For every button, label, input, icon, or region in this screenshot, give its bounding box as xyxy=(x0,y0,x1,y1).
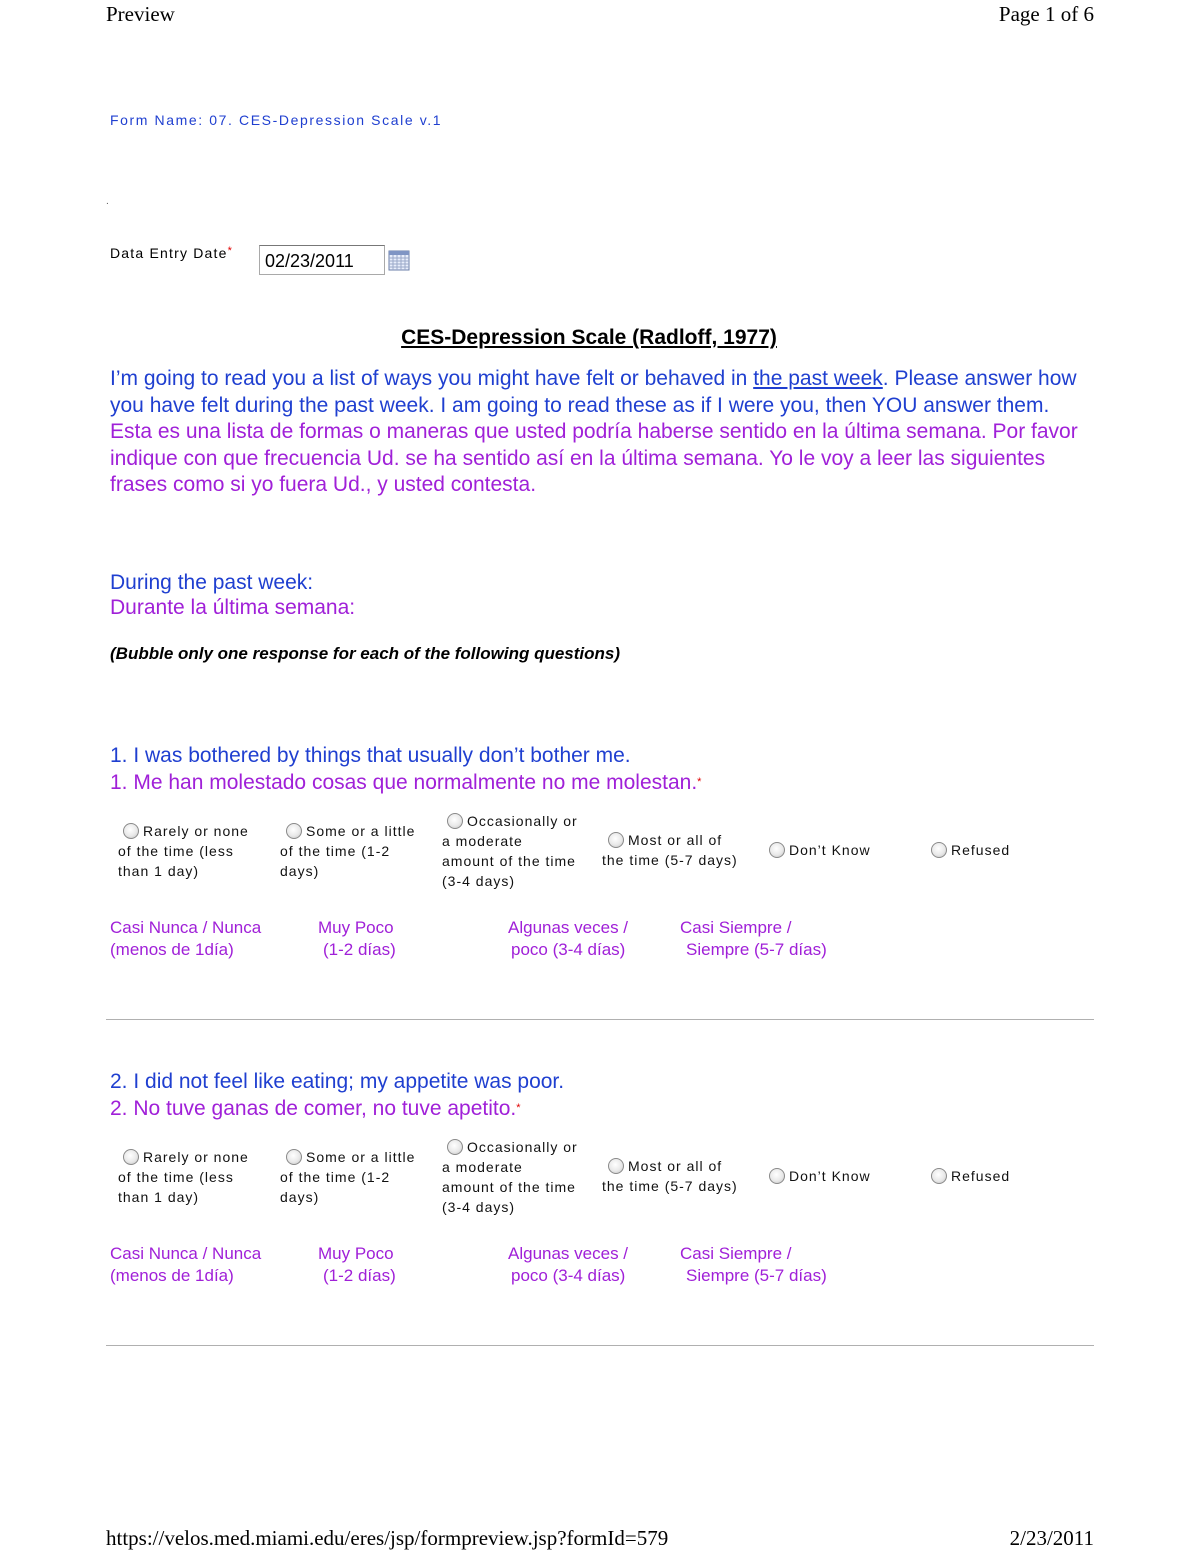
question-english: 2. I did not feel like eating; my appetite was poor. xyxy=(110,1070,565,1093)
scale-title: CES-Depression Scale (Radloff, 1977) xyxy=(401,326,777,349)
data-entry-date-input[interactable] xyxy=(259,245,385,275)
radio-most[interactable] xyxy=(608,832,624,848)
preview-header: Preview xyxy=(106,2,175,26)
divider xyxy=(106,1345,1094,1346)
option-dont-know[interactable] xyxy=(769,1166,871,1186)
option-label: of the time (1-2 xyxy=(280,1169,391,1185)
spanish-label: Casi Nunca / Nunca xyxy=(110,1244,262,1263)
data-entry-date-text: Data Entry Date xyxy=(110,245,228,261)
spanish-casi-siempre xyxy=(680,1243,827,1287)
option-label: of the time (1-2 xyxy=(280,843,391,859)
footer-url: https://velos.med.miami.edu/eres/jsp/formpreview.jsp?formId=579 xyxy=(106,1526,669,1550)
intro-en-underline: the past week xyxy=(753,367,883,390)
option-label: days) xyxy=(280,1189,320,1205)
option-label: (3-4 days) xyxy=(442,873,516,889)
spanish-label: Casi Siempre / xyxy=(680,918,792,937)
option-label: Occasionally or xyxy=(467,813,578,829)
spanish-label: Algunas veces / xyxy=(508,918,629,937)
spanish-casi-nunca xyxy=(110,917,261,961)
spanish-casi-nunca xyxy=(110,1243,261,1287)
question-english: 1. I was bothered by things that usually don’t bother me. xyxy=(110,744,631,767)
spanish-algunas xyxy=(508,1243,628,1287)
option-label: than 1 day) xyxy=(118,863,200,879)
option-label: Refused xyxy=(951,1168,1011,1184)
option-label: Some or a little xyxy=(306,823,416,839)
option-label: amount of the time xyxy=(442,853,576,869)
spanish-muy-poco xyxy=(318,917,396,961)
option-label: (3-4 days) xyxy=(442,1199,516,1215)
required-asterisk: * xyxy=(697,776,702,788)
intro-en-part2: . Please answer how you have felt during the past week. I am going to read these as if I were you, then YOU answer them. xyxy=(110,367,1077,417)
option-label: Some or a little xyxy=(306,1149,416,1165)
calendar-icon[interactable] xyxy=(388,249,410,271)
spanish-label: Siempre (5-7 días) xyxy=(686,940,827,959)
radio-refused[interactable] xyxy=(931,1168,947,1184)
option-label: Rarely or none xyxy=(143,1149,249,1165)
option-some[interactable] xyxy=(280,821,415,881)
spanish-label: (1-2 días) xyxy=(323,940,396,959)
radio-refused[interactable] xyxy=(931,842,947,858)
option-label: of the time (less xyxy=(118,843,234,859)
spanish-label: poco (3-4 días) xyxy=(511,1266,626,1285)
option-label: a moderate xyxy=(442,833,523,849)
spanish-label: Casi Siempre / xyxy=(680,1244,792,1263)
option-dont-know[interactable] xyxy=(769,840,871,860)
data-entry-date-label xyxy=(110,245,233,261)
intro-english xyxy=(110,366,1100,419)
option-label: amount of the time xyxy=(442,1179,576,1195)
spanish-label: Casi Nunca / Nunca xyxy=(110,918,262,937)
form-name: Form Name: 07. CES-Depression Scale v.1 xyxy=(110,112,443,128)
intro-spanish: Esta es una lista de formas o maneras que usted podría haberse sentido en la última semana. Por favor indique con que frecuencia Ud. se ha sentido así en la última semana. Yo le voy a leer las siguientes frases como si yo fuera Ud., y usted contesta. xyxy=(110,420,1078,496)
divider xyxy=(106,1019,1094,1020)
during-heading xyxy=(110,570,355,620)
option-most[interactable] xyxy=(602,1156,738,1196)
option-label: a moderate xyxy=(442,1159,523,1175)
spanish-label: poco (3-4 días) xyxy=(511,940,626,959)
option-label: Rarely or none xyxy=(143,823,249,839)
question-text xyxy=(110,742,701,796)
spanish-label: (1-2 días) xyxy=(323,1266,396,1285)
option-label: days) xyxy=(280,863,320,879)
option-rarely[interactable] xyxy=(118,1147,249,1207)
spanish-algunas xyxy=(508,917,628,961)
option-label: Don’t Know xyxy=(789,1168,871,1184)
option-occasionally[interactable] xyxy=(442,811,578,891)
radio-dont-know[interactable] xyxy=(769,1168,785,1184)
option-occasionally[interactable] xyxy=(442,1137,578,1217)
radio-some[interactable] xyxy=(286,1149,302,1165)
option-rarely[interactable] xyxy=(118,821,249,881)
intro-text xyxy=(110,366,1100,499)
question-spanish-text: 2. No tuve ganas de comer, no tuve apetito. xyxy=(110,1097,517,1120)
option-label: Don’t Know xyxy=(789,842,871,858)
option-label: Most or all of xyxy=(628,832,723,848)
radio-occasionally[interactable] xyxy=(447,1139,463,1155)
required-asterisk: * xyxy=(227,245,234,257)
intro-en-part1: I’m going to read you a list of ways you might have felt or behaved in xyxy=(110,367,754,390)
radio-dont-know[interactable] xyxy=(769,842,785,858)
spanish-casi-siempre xyxy=(680,917,827,961)
option-most[interactable] xyxy=(602,830,738,870)
question-text xyxy=(110,1068,564,1122)
option-some[interactable] xyxy=(280,1147,415,1207)
radio-rarely[interactable] xyxy=(123,823,139,839)
question-spanish-text: 1. Me han molestado cosas que normalmente no me molestan. xyxy=(110,771,698,794)
spanish-label: Siempre (5-7 días) xyxy=(686,1266,827,1285)
spanish-label: (menos de 1día) xyxy=(110,940,234,959)
radio-some[interactable] xyxy=(286,823,302,839)
page-number: Page 1 of 6 xyxy=(998,2,1094,26)
option-label: the time (5-7 days) xyxy=(602,852,738,868)
spanish-label: Algunas veces / xyxy=(508,1244,629,1263)
during-spanish: Durante la última semana: xyxy=(110,596,356,619)
instruction-text: (Bubble only one response for each of the following questions) xyxy=(110,644,621,663)
option-refused[interactable] xyxy=(931,840,1010,860)
spanish-label: Muy Poco xyxy=(318,918,394,937)
option-label: of the time (less xyxy=(118,1169,234,1185)
option-label: the time (5-7 days) xyxy=(602,1178,738,1194)
spanish-label: (menos de 1día) xyxy=(110,1266,234,1285)
spanish-muy-poco xyxy=(318,1243,396,1287)
radio-rarely[interactable] xyxy=(123,1149,139,1165)
question-spanish xyxy=(110,1095,564,1122)
option-label: Refused xyxy=(951,842,1011,858)
option-label: Occasionally or xyxy=(467,1139,578,1155)
spanish-label: Muy Poco xyxy=(318,1244,394,1263)
option-label: Most or all of xyxy=(628,1158,723,1174)
footer-date: 2/23/2011 xyxy=(1009,1526,1094,1550)
option-refused[interactable] xyxy=(931,1166,1010,1186)
required-asterisk: * xyxy=(516,1102,521,1114)
option-label: than 1 day) xyxy=(118,1189,200,1205)
during-english: During the past week: xyxy=(110,571,314,594)
question-spanish xyxy=(110,769,701,796)
radio-occasionally[interactable] xyxy=(447,813,463,829)
radio-most[interactable] xyxy=(608,1158,624,1174)
marker-dot: . xyxy=(106,196,109,207)
